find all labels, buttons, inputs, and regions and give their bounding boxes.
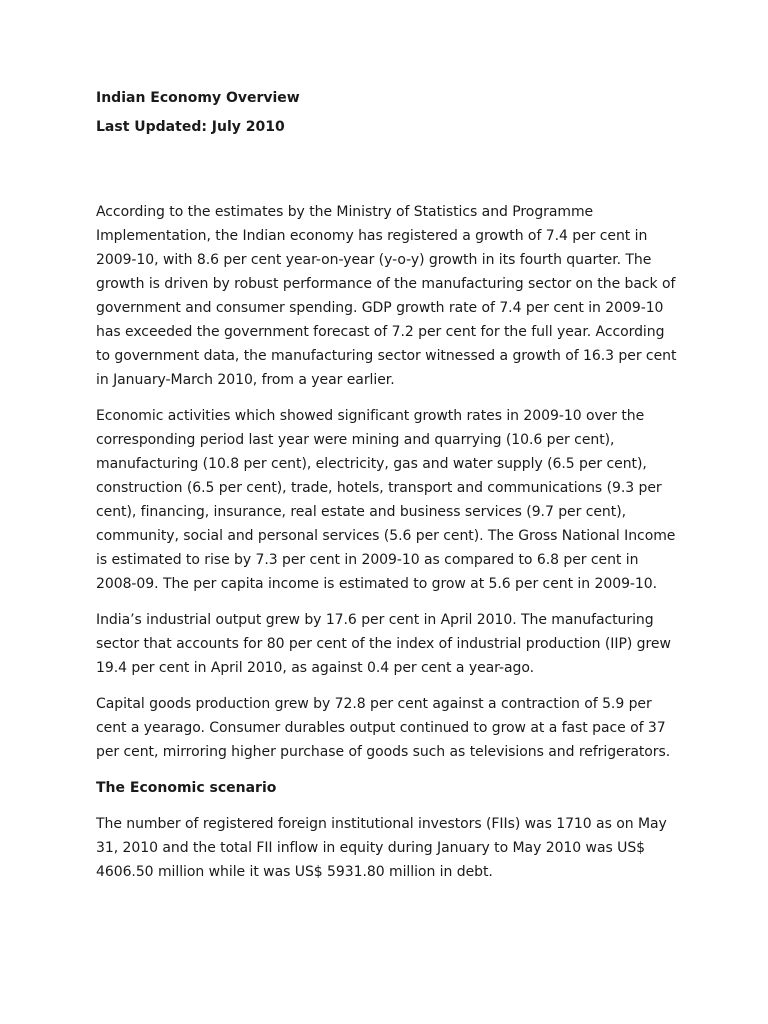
- paragraph-capital-goods: Capital goods production grew by 72.8 per cent against a contraction of 5.9 per cent a yearago. Consumer durables output continued to grow at a fast pace of 37 per cent, mirroring higher purchase of goods such as televisions and refrigerators.: [96, 696, 671, 760]
- section-heading-economic-scenario: The Economic scenario: [96, 780, 277, 796]
- paragraph-industrial-output: India’s industrial output grew by 17.6 per cent in April 2010. The manufacturing sector that accounts for 80 per cent of the index of industrial production (IIP) grew 19.4 per cent in April 2010, as against 0.4 per cent a year-ago.: [96, 612, 671, 676]
- last-updated-line: Last Updated: July 2010: [96, 119, 285, 135]
- paragraph-fii: The number of registered foreign institutional investors (FIIs) was 1710 as on May 31, 2010 and the total FII inflow in equity during January to May 2010 was US$ 4606.50 million while it was US$ 5931.80 million in debt.: [96, 816, 667, 880]
- paragraph-gdp-growth: According to the estimates by the Ministry of Statistics and Programme Implementation, the Indian economy has registered a growth of 7.4 per cent in 2009-10, with 8.6 per cent year-on-year (y-o-y) growth in its fourth quarter. The growth is driven by robust performance of the manufacturing sector on the back of government and consumer spending. GDP growth rate of 7.4 per cent in 2009-10 has exceeded the government forecast of 7.2 per cent for the full year. According to government data, the manufacturing sector witnessed a growth of 16.3 per cent in January-March 2010, from a year earlier.: [96, 204, 677, 388]
- title-spacer: [96, 139, 681, 200]
- document-title: Indian Economy Overview: [96, 90, 300, 106]
- document-page: [96, 86, 681, 896]
- paragraph-sector-growth: Economic activities which showed significant growth rates in 2009-10 over the corresponding period last year were mining and quarrying (10.6 per cent), manufacturing (10.8 per cent), electricity, gas and water supply (6.5 per cent), construction (6.5 per cent), trade, hotels, transport and communications (9.3 per cent), financing, insurance, real estate and business services (9.7 per cent), community, social and personal services (5.6 per cent). The Gross National Income is estimated to rise by 7.3 per cent in 2009-10 as compared to 6.8 per cent in 2008-09. The per capita income is estimated to grow at 5.6 per cent in 2009-10.: [96, 408, 676, 592]
